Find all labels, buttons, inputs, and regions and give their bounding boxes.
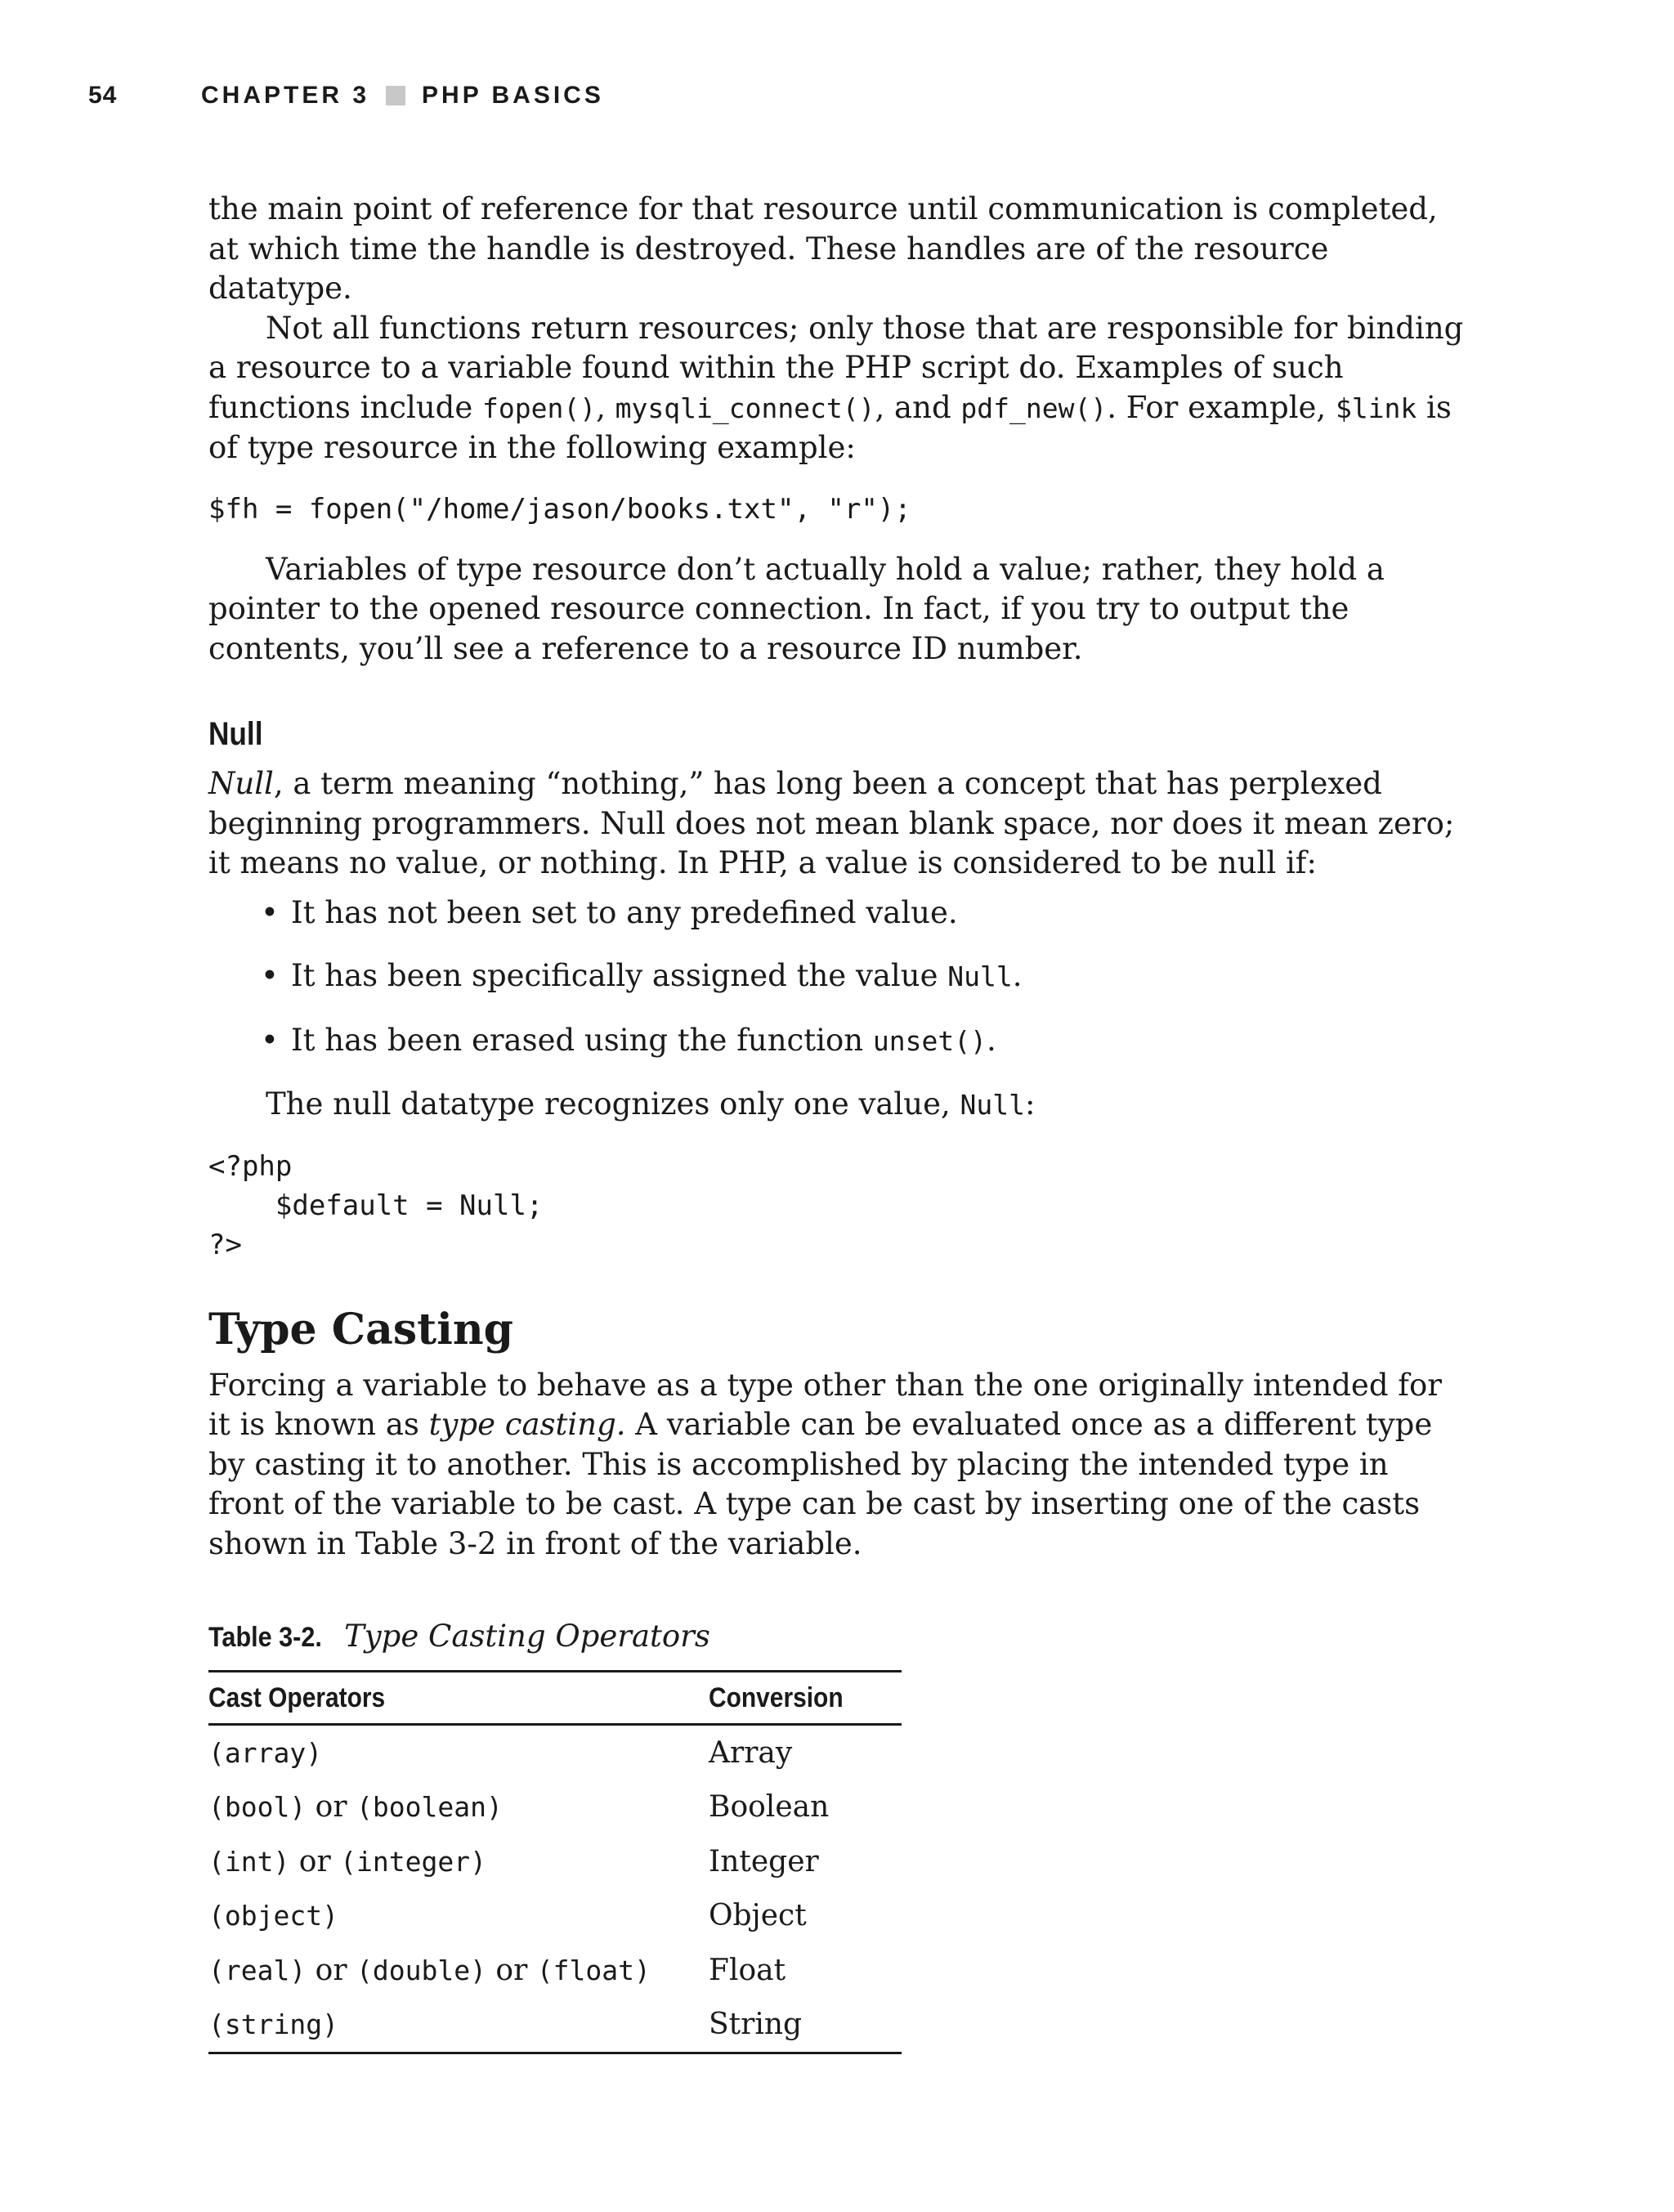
conversion-cell: Integer	[709, 1844, 819, 1878]
cast-operator-cell: (int) or (integer)	[208, 1844, 486, 1878]
inline-code: mysqli_connect()	[615, 392, 875, 424]
chapter-label: CHAPTER 3	[201, 82, 370, 109]
inline-code: Null	[947, 960, 1013, 992]
column-header-conversion: Conversion	[709, 1672, 902, 1725]
table-row	[208, 1725, 902, 1780]
code-block-fopen: $fh = fopen("/home/jason/books.txt", "r");	[208, 492, 911, 526]
table-caption	[208, 1617, 1467, 1657]
cast-operator-cell: (real) or (double) or (float)	[208, 1953, 651, 1987]
intro-paragraph-3: Variables of type resource don’t actually hold a value; rather, they hold a pointer to the opened resource connection. In fact, if you try to output the contents, you’ll see a reference to a resource ID number.	[208, 551, 1385, 666]
null-heading: Null	[208, 716, 263, 752]
conversion-cell: Array	[709, 1735, 793, 1770]
list-item: • It has not been set to any predefined value.	[208, 893, 1467, 934]
conversion-cell: Object	[709, 1899, 807, 1933]
table-caption-label: Table 3-2.	[208, 1622, 322, 1653]
table-row	[208, 1834, 902, 1889]
table-row	[208, 1943, 902, 1998]
type-casting-table	[208, 1670, 902, 2054]
column-header-cast-operators: Cast Operators	[208, 1672, 709, 1725]
cast-operator-cell: (array)	[208, 1736, 323, 1769]
list-item: • It has been erased using the function unset().	[208, 1021, 1467, 1062]
intro-paragraph-1: the main point of reference for that resource until communication is completed, at which time the handle is destroyed. These handles are of the resource datatype.	[208, 191, 1438, 306]
conversion-cell: String	[709, 2008, 803, 2042]
table-row	[208, 1998, 902, 2053]
type-casting-paragraph: Forcing a variable to behave as a type other than the one originally intended for it is known as type casting. A variable can be evaluated once as a different type by casting it to another. This is accomplished by placing the intended type in front of the variable to be cast. A type can be cast by inserting one of the casts shown in Table 3-2 in front of the variable.	[208, 1367, 1442, 1561]
table-caption-title: Type Casting Operators	[344, 1619, 710, 1654]
page-body	[208, 190, 1467, 2054]
cast-operator-cell: (string)	[208, 2008, 338, 2041]
null-paragraph-1: Null, a term meaning “nothing,” has long been a concept that has perplexed beginning programmers. Null does not mean blank space, nor does it mean zero; it means no value, or nothing. In PHP, a value is considered to be null if:	[208, 766, 1455, 880]
table-header-row	[208, 1672, 902, 1725]
cast-operator-cell: (bool) or (boolean)	[208, 1790, 503, 1825]
table-row	[208, 1780, 902, 1835]
table-row	[208, 1889, 902, 1944]
type-casting-heading: Type Casting	[208, 1304, 514, 1355]
code-block-null: <?php $default = Null; ?>	[208, 1149, 544, 1261]
null-paragraph-2: The null datatype recognizes only one value, Null:	[266, 1086, 1036, 1122]
running-head	[201, 82, 604, 110]
cast-operator-cell: (object)	[208, 1900, 338, 1932]
separator-square-icon	[386, 86, 405, 105]
page-number: 54	[88, 82, 118, 109]
null-bullet-list	[208, 893, 1467, 1062]
inline-code: unset()	[872, 1024, 987, 1057]
conversion-cell: Float	[709, 1953, 786, 1987]
inline-code: $link	[1335, 392, 1417, 424]
list-item: • It has been specifically assigned the value Null.	[208, 956, 1467, 997]
intro-paragraph-2: Not all functions return resources; only those that are responsible for binding a resource to a variable found within the PHP script do. Examples of such functions include fopen(), mysqli_connect(), and pdf_new(). For example, $link is of type resource in the following example:	[208, 310, 1464, 465]
inline-code: Null	[960, 1089, 1026, 1121]
inline-code: pdf_new()	[960, 392, 1108, 424]
section-label: PHP BASICS	[422, 82, 604, 109]
conversion-cell: Boolean	[709, 1790, 830, 1825]
inline-code: fopen()	[482, 392, 597, 424]
